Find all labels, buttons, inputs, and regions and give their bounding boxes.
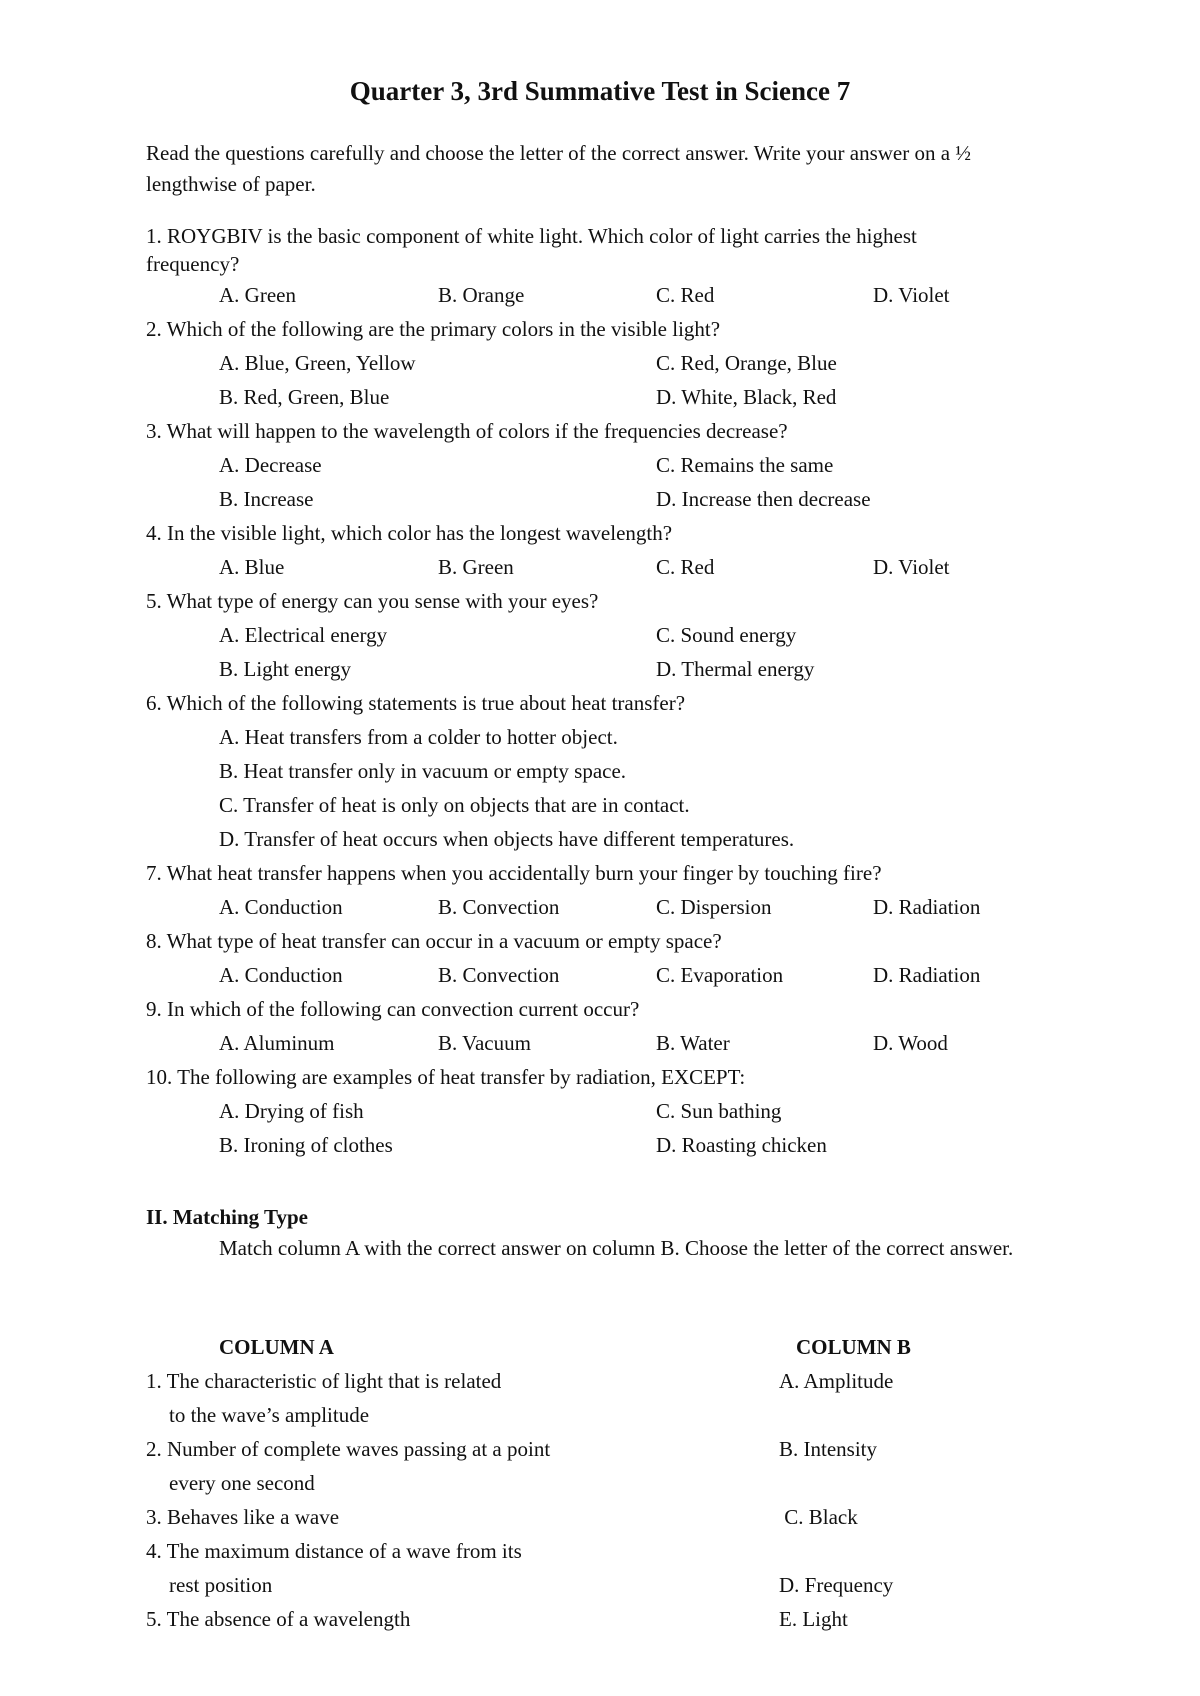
option: A. Blue — [219, 555, 285, 579]
match-row — [146, 1568, 1066, 1602]
option: D. Transfer of heat occurs when objects have different temperatures. — [219, 827, 795, 851]
page-title: Quarter 3, 3rd Summative Test in Science 7 — [349, 76, 851, 106]
column-a-item: rest position — [169, 1573, 273, 1597]
question-stem: 8. What type of heat transfer can occur in a vacuum or empty space? — [146, 929, 722, 953]
option: D. Violet — [873, 283, 950, 307]
option: B. Vacuum — [438, 1031, 531, 1055]
column-a-item: 3. Behaves like a wave — [146, 1505, 340, 1529]
question-stem: 5. What type of energy can you sense with your eyes? — [146, 589, 599, 613]
match-row — [146, 1534, 1066, 1568]
question-9 — [146, 992, 1066, 1060]
option: D. Radiation — [873, 963, 981, 987]
option: D. Roasting chicken — [656, 1133, 827, 1157]
question-stem: 3. What will happen to the wavelength of colors if the frequencies decrease? — [146, 419, 788, 443]
column-b-item: E. Light — [779, 1607, 848, 1631]
options-row — [146, 958, 1066, 992]
option: C. Red — [656, 283, 715, 307]
match-row — [146, 1364, 1066, 1398]
section-instructions: Match column A with the correct answer on column B. Choose the letter of the correct answer. — [219, 1236, 1014, 1260]
options-row — [146, 652, 1066, 686]
option: A. Heat transfers from a colder to hotter object. — [219, 725, 618, 749]
column-b-item: B. Intensity — [779, 1437, 877, 1461]
option: A. Decrease — [219, 453, 322, 477]
option: C. Dispersion — [656, 895, 772, 919]
option: D. White, Black, Red — [656, 385, 837, 409]
option: B. Red, Green, Blue — [219, 385, 390, 409]
option: A. Electrical energy — [219, 623, 388, 647]
column-a-item: 4. The maximum distance of a wave from its — [146, 1539, 522, 1563]
match-row — [146, 1432, 1066, 1466]
options-row — [146, 346, 1066, 380]
option: D. Increase then decrease — [656, 487, 871, 511]
option: C. Evaporation — [656, 963, 784, 987]
option: D. Violet — [873, 555, 950, 579]
option: A. Drying of fish — [219, 1099, 364, 1123]
section-title: II. Matching Type — [146, 1205, 308, 1229]
option: C. Red, Orange, Blue — [656, 351, 837, 375]
option: A. Aluminum — [219, 1031, 335, 1055]
question-2 — [146, 312, 1066, 414]
options-row — [146, 890, 1066, 924]
column-a-item: to the wave’s amplitude — [169, 1403, 370, 1427]
column-a-item: 1. The characteristic of light that is related — [146, 1369, 502, 1393]
column-b-item: C. Black — [779, 1505, 858, 1529]
matching-table — [146, 1330, 1066, 1636]
match-row — [146, 1466, 1066, 1500]
option: C. Transfer of heat is only on objects that are in contact. — [219, 793, 690, 817]
column-a-item: 2. Number of complete waves passing at a point — [146, 1437, 551, 1461]
column-a-item: every one second — [169, 1471, 315, 1495]
option: A. Conduction — [219, 963, 343, 987]
option: D. Thermal energy — [656, 657, 815, 681]
column-a-header: COLUMN A — [219, 1335, 334, 1359]
column-a-item: 5. The absence of a wavelength — [146, 1607, 411, 1631]
instructions: Read the questions carefully and choose the letter of the correct answer. Write your answer on a ½ lengthwise of paper. — [146, 141, 972, 196]
options-row — [146, 1094, 1066, 1128]
options-row — [146, 618, 1066, 652]
option: A. Green — [219, 283, 296, 307]
match-row — [146, 1602, 1066, 1636]
option: B. Green — [438, 555, 514, 579]
option: C. Sun bathing — [656, 1099, 782, 1123]
option: B. Heat transfer only in vacuum or empty space. — [219, 759, 627, 783]
match-row — [146, 1398, 1066, 1432]
question-10 — [146, 1060, 1066, 1162]
question-7 — [146, 856, 1066, 924]
option: C. Red — [656, 555, 715, 579]
option: B. Orange — [438, 283, 525, 307]
question-8 — [146, 924, 1066, 992]
options-row — [146, 278, 1066, 312]
question-3 — [146, 414, 1066, 516]
question-stem: 10. The following are examples of heat transfer by radiation, EXCEPT: — [146, 1065, 746, 1089]
question-stem: 6. Which of the following statements is true about heat transfer? — [146, 691, 686, 715]
question-stem: 9. In which of the following can convection current occur? — [146, 997, 640, 1021]
column-b-item: A. Amplitude — [779, 1369, 894, 1393]
option: B. Convection — [438, 895, 560, 919]
question-6 — [146, 686, 1066, 856]
option: B. Convection — [438, 963, 560, 987]
question-stem: 7. What heat transfer happens when you accidentally burn your finger by touching fire? — [146, 861, 882, 885]
match-row — [146, 1500, 1066, 1534]
option: C. Sound energy — [656, 623, 797, 647]
question-5 — [146, 584, 1066, 686]
column-b-header: COLUMN B — [796, 1335, 911, 1359]
matching-section — [146, 1200, 1066, 1263]
question-4 — [146, 516, 1066, 584]
option: D. Wood — [873, 1031, 948, 1055]
column-b-item: D. Frequency — [779, 1573, 894, 1597]
option: A. Blue, Green, Yellow — [219, 351, 416, 375]
option: D. Radiation — [873, 895, 981, 919]
option: B. Increase — [219, 487, 314, 511]
option: C. Remains the same — [656, 453, 834, 477]
options-row — [146, 482, 1066, 516]
question-1 — [146, 222, 1066, 312]
column-headers — [146, 1330, 1066, 1364]
question-stem: 2. Which of the following are the primary colors in the visible light? — [146, 317, 721, 341]
option: B. Ironing of clothes — [219, 1133, 393, 1157]
option: B. Water — [656, 1031, 730, 1055]
question-stem: 1. ROYGBIV is the basic component of white light. Which color of light carries the highest frequency? — [146, 224, 917, 276]
question-list — [146, 222, 1066, 1162]
options-row — [146, 380, 1066, 414]
question-stem: 4. In the visible light, which color has the longest wavelength? — [146, 521, 673, 545]
options-row — [146, 550, 1066, 584]
options-row — [146, 1128, 1066, 1162]
options-row — [146, 1026, 1066, 1060]
option: A. Conduction — [219, 895, 343, 919]
option: B. Light energy — [219, 657, 352, 681]
options-row — [146, 448, 1066, 482]
